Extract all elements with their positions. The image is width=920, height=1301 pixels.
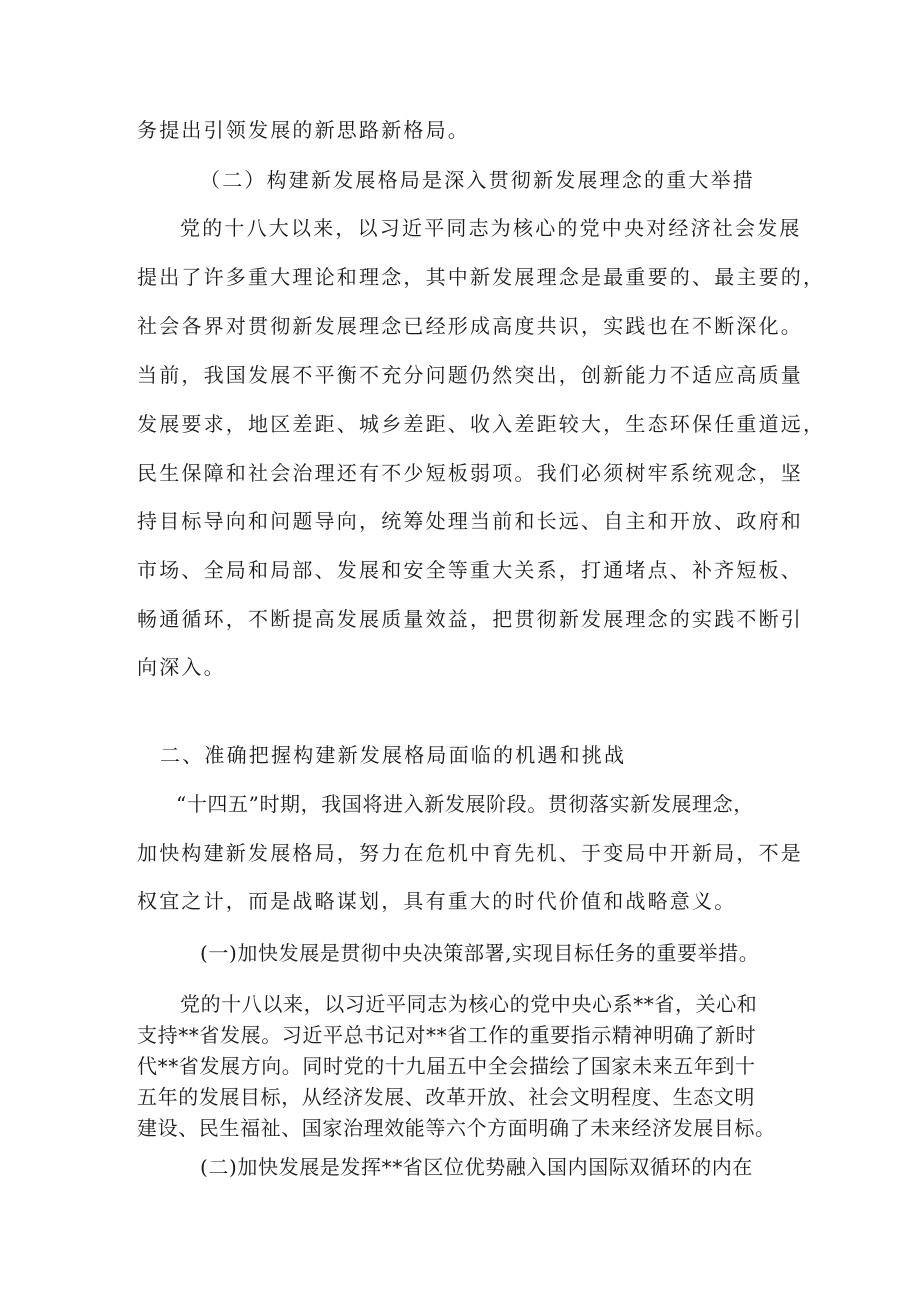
- paragraph-line: 提出了许多重大理论和理念，其中新发展理念是最重要的、最主要的，: [137, 265, 826, 289]
- subsection-heading: (二)加快发展是发挥**省区位优势融入国内国际双循环的内在: [200, 1155, 754, 1179]
- subsection-heading: (一)加快发展是贯彻中央决策部署,实现目标任务的重要举措。: [200, 941, 760, 965]
- paragraph-line: “十四五”时期，我国将进入新发展阶段。贯彻落实新发展理念，: [176, 792, 754, 816]
- subsection-heading: （二）构建新发展格局是深入贯彻新发展理念的重大举措: [200, 168, 755, 192]
- section-heading: 二、准确把握构建新发展格局面临的机遇和挑战: [160, 743, 627, 767]
- paragraph-line: 五年的发展目标，从经济发展、改革开放、社会文明程度、生态文明: [137, 1085, 755, 1109]
- paragraph-line: 加快构建新发展格局，努力在危机中育先机、于变局中开新局，不是: [137, 841, 803, 865]
- paragraph-line: 支持**省发展。习近平总书记对**省工作的重要指示精神明确了新时: [137, 1023, 757, 1047]
- paragraph-line: 持目标导向和问题导向，统筹处理当前和长远、自主和开放、政府和: [137, 509, 803, 533]
- paragraph-line: 发展要求，地区差距、城乡差距、收入差距较大，生态环保任重道远，: [137, 412, 826, 436]
- paragraph-line: 向深入。: [137, 655, 226, 679]
- paragraph-line: 党的十八以来，以习近平同志为核心的党中央心系**省，关心和: [180, 992, 758, 1016]
- paragraph-line: 社会各界对贯彻新发展理念已经形成高度共识，实践也在不断深化。: [137, 314, 803, 338]
- paragraph-line: 建设、民生福祉、国家治理效能等六个方面明确了未来经济发展目标。: [137, 1116, 776, 1140]
- paragraph-line: 党的十八大以来，以习近平同志为核心的党中央对经济社会发展: [180, 216, 802, 240]
- paragraph-line: 权宜之计，而是战略谋划，具有重大的时代价值和战略意义。: [137, 889, 737, 913]
- paragraph-line: 当前，我国发展不平衡不充分问题仍然突出，创新能力不适应高质量: [137, 363, 803, 387]
- paragraph-line: 畅通循环，不断提高发展质量效益，把贯彻新发展理念的实践不断引: [137, 607, 803, 631]
- paragraph-line: 务提出引领发展的新思路新格局。: [137, 118, 470, 142]
- paragraph-line: 民生保障和社会治理还有不少短板弱项。我们必须树牢系统观念，坚: [137, 461, 803, 485]
- paragraph-line: 代**省发展方向。同时党的十九届五中全会描绘了国家未来五年到十: [137, 1054, 756, 1078]
- paragraph-line: 市场、全局和局部、发展和安全等重大关系，打通堵点、补齐短板、: [137, 558, 803, 582]
